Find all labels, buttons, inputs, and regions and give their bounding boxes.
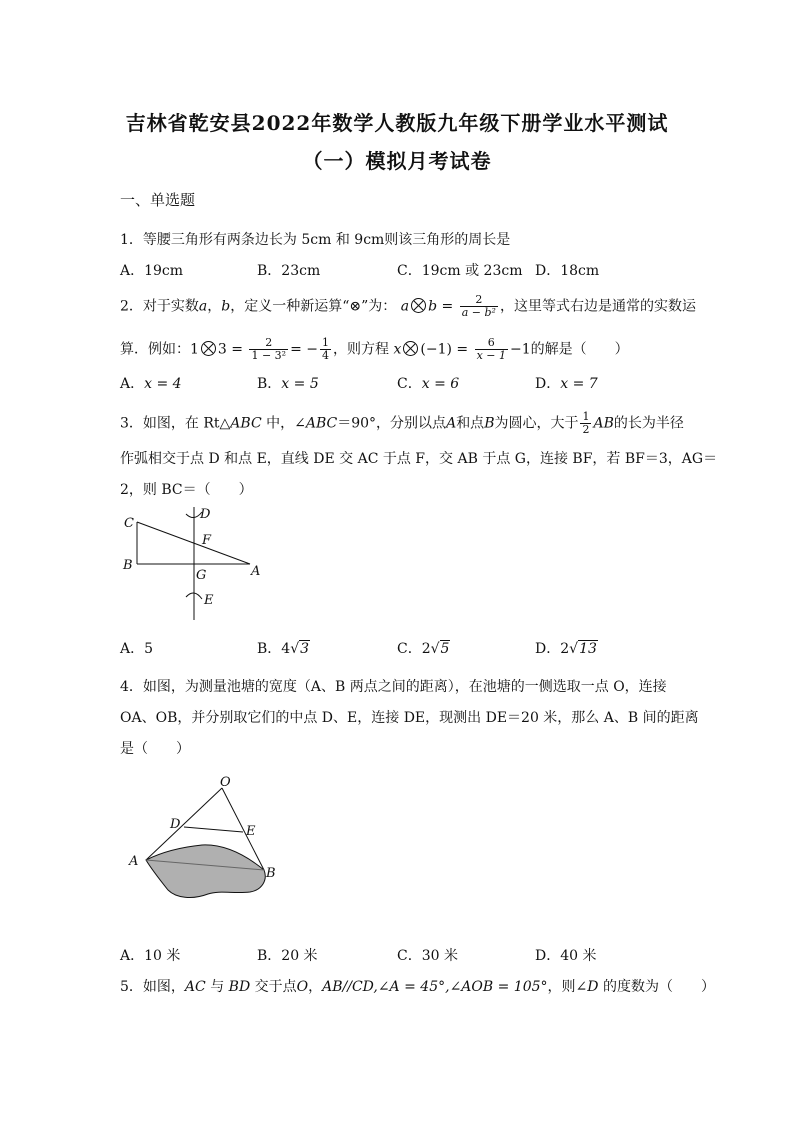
q2-def-fraction: $\frac{2}{\text{a − b²}}$ (461, 293, 496, 319)
q4-options (120, 945, 720, 965)
q3-half-fraction: $\frac{1}{2}$ (582, 410, 590, 436)
q5-line-1: 5．如图，AC 与 BD 交于点O，AB//CD,∠A = 45°,∠AOB = 105°，则∠D 的度数为（ ） (120, 979, 715, 995)
title-line-2: （一）模拟月考试卷 (302, 149, 492, 173)
q4-line-2: OA、OB，并分别取它们的中点 D、E，连接 DE，现测出 DE＝20 米，那么 A、B 间的距离 (120, 710, 699, 726)
q4-option-c[interactable]: C．30 米 (397, 948, 458, 964)
q2-line-2: 算．例如：1 3 = $\frac{2}{\text{1 − 3²}}$ = − $\frac{1}{4}$ ，则方程 x (−1) = $\frac{6}{x - 1}$ −1的解是（ ） (120, 336, 629, 362)
q2-option-b[interactable]: B．x = 5 (257, 376, 319, 392)
label-a: A (251, 564, 261, 579)
q3-option-b[interactable]: B．4√3 (257, 641, 310, 657)
label-e: E (204, 593, 214, 608)
title-line-1: 吉林省乾安县2022年数学人教版九年级下册学业水平测试 (125, 111, 669, 135)
q4-line-1: 4．如图，为测量池塘的宽度（A、B 两点之间的距离），在池塘的一侧选取一点 O，连接 (120, 679, 667, 695)
label-d: D (170, 817, 181, 832)
q2-line-1: 2．对于实数a，b，定义一种新运算“⊗”为： a b = $\frac{2}{\text{a − b²}}$ ，这里等式右边是通常的实数运 (120, 293, 696, 319)
label-c: C (124, 516, 134, 531)
q3-triangle-figure (118, 502, 268, 627)
q2-equation-fraction: $\frac{6}{x - 1}$ (476, 336, 506, 362)
q2-option-d[interactable]: D．x = 7 (535, 376, 598, 392)
q1-option-b[interactable]: B．23cm (257, 263, 321, 279)
q1-option-c[interactable]: C．19cm 或 23cm (397, 263, 523, 279)
q4-pond-figure (122, 772, 282, 904)
otimes-icon (411, 298, 426, 313)
q3-option-a[interactable]: A．5 (120, 641, 154, 657)
q1-options (120, 260, 720, 280)
q2-option-c[interactable]: C．x = 6 (397, 376, 460, 392)
q3-line-2: 作弧相交于点 D 和点 E，直线 DE 交 AC 于点 F，交 AB 于点 G，连接 BF，若 BF＝3，AG＝ (120, 451, 718, 467)
pond-shape (146, 845, 265, 898)
q4-line-3: 是（ ） (120, 741, 190, 757)
segment-de (184, 827, 243, 832)
q3-options (120, 638, 720, 658)
q2-options (120, 373, 720, 393)
q2-example-result: $\frac{1}{4}$ (322, 336, 330, 362)
q4-option-b[interactable]: B．20 米 (257, 948, 318, 964)
q3-option-d[interactable]: D．2√13 (535, 641, 597, 657)
label-d: D (200, 507, 211, 522)
q3-line-1: 3．如图，在 Rt△ABC 中，∠ABC＝90°，分别以点A和点B为圆心，大于 $\frac{1}{2}$ AB的长为半径 (120, 410, 684, 436)
section-heading: 一、单选题 (120, 191, 196, 209)
label-e: E (246, 824, 256, 839)
label-b: B (123, 558, 133, 573)
label-b: B (266, 866, 276, 881)
q4-option-d[interactable]: D．40 米 (535, 948, 597, 964)
otimes-icon (403, 341, 418, 356)
label-o: O (220, 775, 231, 790)
q3-option-c[interactable]: C．2√5 (397, 641, 450, 657)
q2-option-a[interactable]: A．x = 4 (120, 376, 182, 392)
q1-option-a[interactable]: A．19cm (120, 263, 184, 279)
q1-text: 1．等腰三角形有两条边长为 5cm 和 9cm则该三角形的周长是 (120, 232, 511, 248)
q2-example-fraction: $\frac{2}{\text{1 − 3²}}$ (251, 336, 287, 362)
label-f: F (202, 533, 212, 548)
otimes-icon (201, 341, 216, 356)
q1-option-d[interactable]: D．18cm (535, 263, 600, 279)
label-a: A (129, 854, 139, 869)
label-g: G (196, 568, 207, 583)
q4-option-a[interactable]: A．10 米 (120, 948, 181, 964)
q3-line-3: 2，则 BC＝（ ） (120, 482, 253, 498)
